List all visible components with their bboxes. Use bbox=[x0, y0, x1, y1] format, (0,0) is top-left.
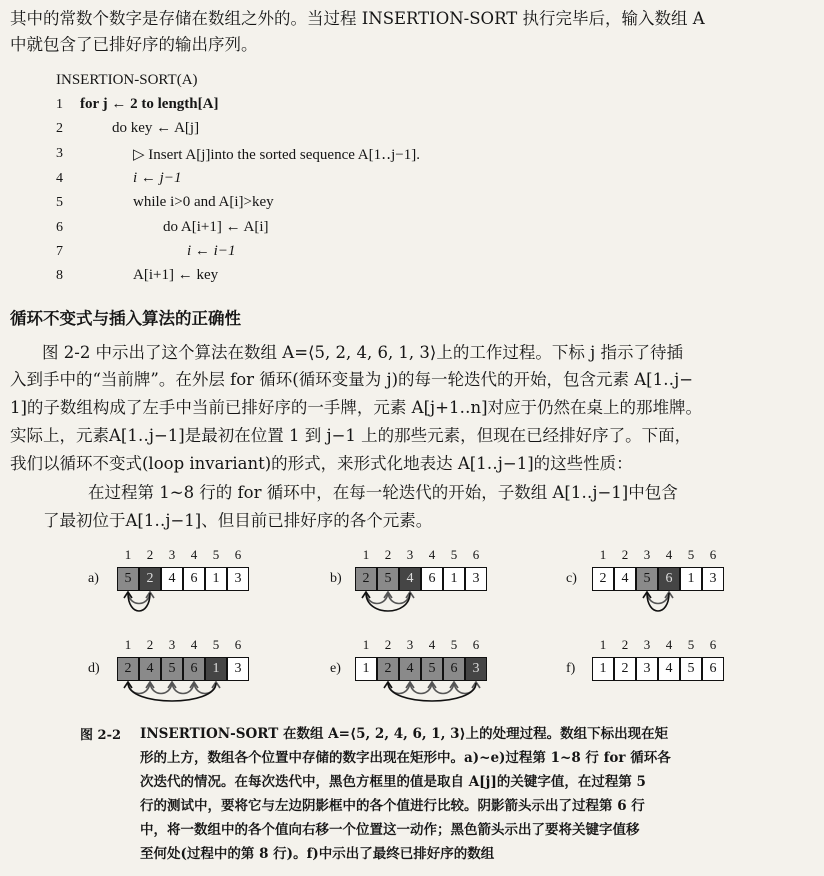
array-cell: 1 bbox=[355, 657, 377, 681]
array-cell: 4 bbox=[139, 657, 161, 681]
shift-arrow bbox=[432, 683, 454, 694]
array-cell: 3 bbox=[702, 567, 724, 591]
array-index: 1 bbox=[362, 637, 370, 652]
array-cell: 5 bbox=[421, 657, 443, 681]
array-cell: 4 bbox=[399, 657, 421, 681]
array-index: 4 bbox=[190, 637, 198, 652]
array-index: 5 bbox=[212, 547, 220, 562]
array-cell: 5 bbox=[377, 567, 399, 591]
arrow-group bbox=[592, 591, 728, 621]
array-index: 2 bbox=[621, 547, 629, 562]
array-index: 6 bbox=[709, 547, 717, 562]
array-cell: 4 bbox=[658, 657, 680, 681]
array-cell: 2 bbox=[355, 567, 377, 591]
shift-arrowhead bbox=[146, 592, 154, 598]
array-index: 5 bbox=[687, 637, 695, 652]
code-line-number: 8 bbox=[56, 268, 63, 283]
array-cell: 6 bbox=[421, 567, 443, 591]
array-index: 4 bbox=[665, 637, 673, 652]
shift-arrowhead bbox=[428, 682, 436, 688]
code-line: i ← j−1 bbox=[133, 170, 182, 186]
array-cell: 3 bbox=[227, 657, 249, 681]
shift-arrow bbox=[128, 593, 150, 604]
array-index: 6 bbox=[234, 637, 242, 652]
code-line: for j ← 2 to length[A] bbox=[80, 96, 219, 112]
key-arrowhead bbox=[362, 592, 370, 598]
array-index: 3 bbox=[168, 547, 176, 562]
array-cell: 1 bbox=[680, 567, 702, 591]
shift-arrow bbox=[388, 593, 410, 604]
code-line-number: 2 bbox=[56, 121, 63, 136]
body-line: 1]的子数组构成了左手中当前已排好序的一手牌，元素 A[j+1‥n]对应于仍然在桌上的那堆牌。 bbox=[10, 398, 703, 417]
code-line: ▷ Insert A[j]into the sorted sequence A[1‥j−1]. bbox=[133, 147, 421, 163]
array-index: 4 bbox=[428, 637, 436, 652]
key-arrow bbox=[647, 593, 669, 611]
shift-arrow bbox=[150, 683, 172, 694]
panel-label: e) bbox=[330, 661, 341, 676]
array-index: 2 bbox=[621, 637, 629, 652]
shift-arrowhead bbox=[212, 682, 220, 688]
array-cell: 5 bbox=[161, 657, 183, 681]
array-cell: 1 bbox=[592, 657, 614, 681]
key-cell: 3 bbox=[465, 657, 487, 681]
caption-label: 图 2-2 bbox=[80, 728, 122, 743]
key-cell: 4 bbox=[399, 567, 421, 591]
panel-label: f) bbox=[566, 661, 576, 676]
array-cell: 4 bbox=[161, 567, 183, 591]
array-cell: 6 bbox=[183, 657, 205, 681]
shift-arrow bbox=[410, 683, 432, 694]
shift-arrowhead bbox=[472, 682, 480, 688]
array-cell: 2 bbox=[377, 657, 399, 681]
key-arrow bbox=[128, 683, 216, 701]
shift-arrow bbox=[366, 593, 388, 604]
code-line-number: 3 bbox=[56, 146, 63, 161]
shift-arrow bbox=[128, 683, 150, 694]
key-arrow bbox=[366, 593, 410, 611]
code-line: i ← i−1 bbox=[187, 243, 236, 259]
array-index: 1 bbox=[362, 547, 370, 562]
array-index: 4 bbox=[665, 547, 673, 562]
body-line: 图 2-2 中示出了这个算法在数组 A=⟨5, 2, 4, 6, 1, 3⟩上的工作过程。下标 j 指示了待插 bbox=[42, 343, 683, 362]
key-arrowhead bbox=[124, 592, 132, 598]
code-line-number: 7 bbox=[56, 244, 63, 259]
array-index: 4 bbox=[190, 547, 198, 562]
array-index: 5 bbox=[212, 637, 220, 652]
panel-label: b) bbox=[330, 571, 342, 586]
array-index: 3 bbox=[406, 547, 414, 562]
array-index: 1 bbox=[599, 547, 607, 562]
array-cell: 6 bbox=[702, 657, 724, 681]
code-line: do key ← A[j] bbox=[112, 120, 200, 136]
array-cell: 2 bbox=[592, 567, 614, 591]
key-cell: 2 bbox=[139, 567, 161, 591]
body-line: 我们以循环不变式(loop invariant)的形式，来形式化地表达 A[1‥j−1]的这些性质： bbox=[10, 454, 633, 473]
code-line-number: 5 bbox=[56, 195, 63, 210]
array-cell: 3 bbox=[227, 567, 249, 591]
array-index: 2 bbox=[146, 547, 154, 562]
array-index: 6 bbox=[709, 637, 717, 652]
shift-arrowhead bbox=[665, 592, 673, 598]
key-cell: 6 bbox=[658, 567, 680, 591]
array-cell: 5 bbox=[117, 567, 139, 591]
array-index: 6 bbox=[472, 547, 480, 562]
invariant-line: 了最初位于A[1‥j−1]、但目前已排好序的各个元素。 bbox=[43, 511, 433, 530]
key-arrowhead bbox=[384, 682, 392, 688]
array-cell: 2 bbox=[614, 657, 636, 681]
arrow-group bbox=[355, 681, 491, 711]
shift-arrowhead bbox=[168, 682, 176, 688]
shift-arrowhead bbox=[406, 682, 414, 688]
caption-line: 行的测试中，要将它与左边阴影框中的各个值进行比较。阴影箭头示出了过程第 6 行 bbox=[140, 798, 645, 814]
array-cell: 5 bbox=[636, 567, 658, 591]
key-arrow bbox=[388, 683, 476, 701]
intro-line-1: 其中的常数个数字是存储在数组之外的。当过程 INSERTION-SORT 执行完毕后，输入数组 A bbox=[10, 9, 705, 28]
array-index: 3 bbox=[406, 637, 414, 652]
array-index: 5 bbox=[687, 547, 695, 562]
array-index: 3 bbox=[643, 637, 651, 652]
code-title: INSERTION-SORT(A) bbox=[56, 72, 198, 88]
array-cell: 1 bbox=[443, 567, 465, 591]
array-index: 6 bbox=[234, 547, 242, 562]
code-line: do A[i+1] ← A[i] bbox=[163, 219, 269, 235]
caption-line: 中，将一数组中的各个值向右移一个位置这一动作；黑色箭头示出了要将关键字值移 bbox=[140, 822, 640, 838]
shift-arrow bbox=[388, 683, 410, 694]
arrow-group bbox=[117, 591, 253, 621]
key-arrowhead bbox=[643, 592, 651, 598]
shift-arrowhead bbox=[384, 592, 392, 598]
array-index: 5 bbox=[450, 637, 458, 652]
array-index: 2 bbox=[384, 547, 392, 562]
code-line-number: 4 bbox=[56, 171, 63, 186]
array-index: 3 bbox=[168, 637, 176, 652]
key-arrow bbox=[128, 593, 150, 611]
section-heading: 循环不变式与插入算法的正确性 bbox=[10, 309, 241, 328]
array-index: 2 bbox=[146, 637, 154, 652]
code-line: A[i+1] ← key bbox=[133, 267, 219, 283]
key-cell: 1 bbox=[205, 657, 227, 681]
array-cell: 3 bbox=[636, 657, 658, 681]
shift-arrow bbox=[194, 683, 216, 694]
body-line: 入到手中的“当前牌”。在外层 for 循环(循环变量为 j)的每一轮迭代的开始，包含元素 A[1‥j− bbox=[10, 370, 694, 389]
panel-label: d) bbox=[88, 661, 100, 676]
array-cell: 6 bbox=[443, 657, 465, 681]
array-index: 3 bbox=[643, 547, 651, 562]
array-index: 5 bbox=[450, 547, 458, 562]
shift-arrow bbox=[647, 593, 669, 604]
arrow-group bbox=[355, 591, 491, 621]
intro-line-2: 中就包含了已排好序的输出序列。 bbox=[10, 35, 258, 54]
caption-line: 次迭代的情况。在每次迭代中，黑色方框里的值是取自 A[j]的关键字值，在过程第 5 bbox=[140, 774, 646, 790]
array-index: 2 bbox=[384, 637, 392, 652]
key-arrowhead bbox=[124, 682, 132, 688]
shift-arrowhead bbox=[406, 592, 414, 598]
panel-label: c) bbox=[566, 571, 577, 586]
caption-line: INSERTION-SORT 在数组 A=⟨5, 2, 4, 6, 1, 3⟩上的处理过程。数组下标出现在矩 bbox=[140, 726, 669, 742]
array-index: 1 bbox=[599, 637, 607, 652]
array-index: 1 bbox=[124, 547, 132, 562]
caption-line: 至何处(过程中的第 8 行)。f)中示出了最终已排好序的数组 bbox=[140, 846, 495, 862]
array-cell: 3 bbox=[465, 567, 487, 591]
shift-arrowhead bbox=[146, 682, 154, 688]
caption-line: 形的上方，数组各个位置中存储的数字出现在矩形中。a)~e)过程第 1~8 行 for 循环各 bbox=[140, 750, 671, 766]
code-line-number: 6 bbox=[56, 220, 63, 235]
shift-arrowhead bbox=[450, 682, 458, 688]
array-index: 1 bbox=[124, 637, 132, 652]
array-cell: 5 bbox=[680, 657, 702, 681]
array-cell: 2 bbox=[117, 657, 139, 681]
panel-label: a) bbox=[88, 571, 99, 586]
shift-arrow bbox=[172, 683, 194, 694]
array-cell: 6 bbox=[183, 567, 205, 591]
array-cell: 4 bbox=[614, 567, 636, 591]
body-line: 实际上，元素A[1‥j−1]是最初在位置 1 到 j−1 上的那些元素，但现在已经排好序了。下面， bbox=[10, 426, 692, 445]
array-cell: 1 bbox=[205, 567, 227, 591]
array-index: 4 bbox=[428, 547, 436, 562]
code-line-number: 1 bbox=[56, 97, 63, 112]
arrow-group bbox=[117, 681, 253, 711]
array-index: 6 bbox=[472, 637, 480, 652]
shift-arrowhead bbox=[190, 682, 198, 688]
invariant-line: 在过程第 1~8 行的 for 循环中，在每一轮迭代的开始，子数组 A[1‥j−1]中包含 bbox=[88, 483, 678, 502]
code-line: while i>0 and A[i]>key bbox=[133, 194, 274, 210]
shift-arrow bbox=[454, 683, 476, 694]
